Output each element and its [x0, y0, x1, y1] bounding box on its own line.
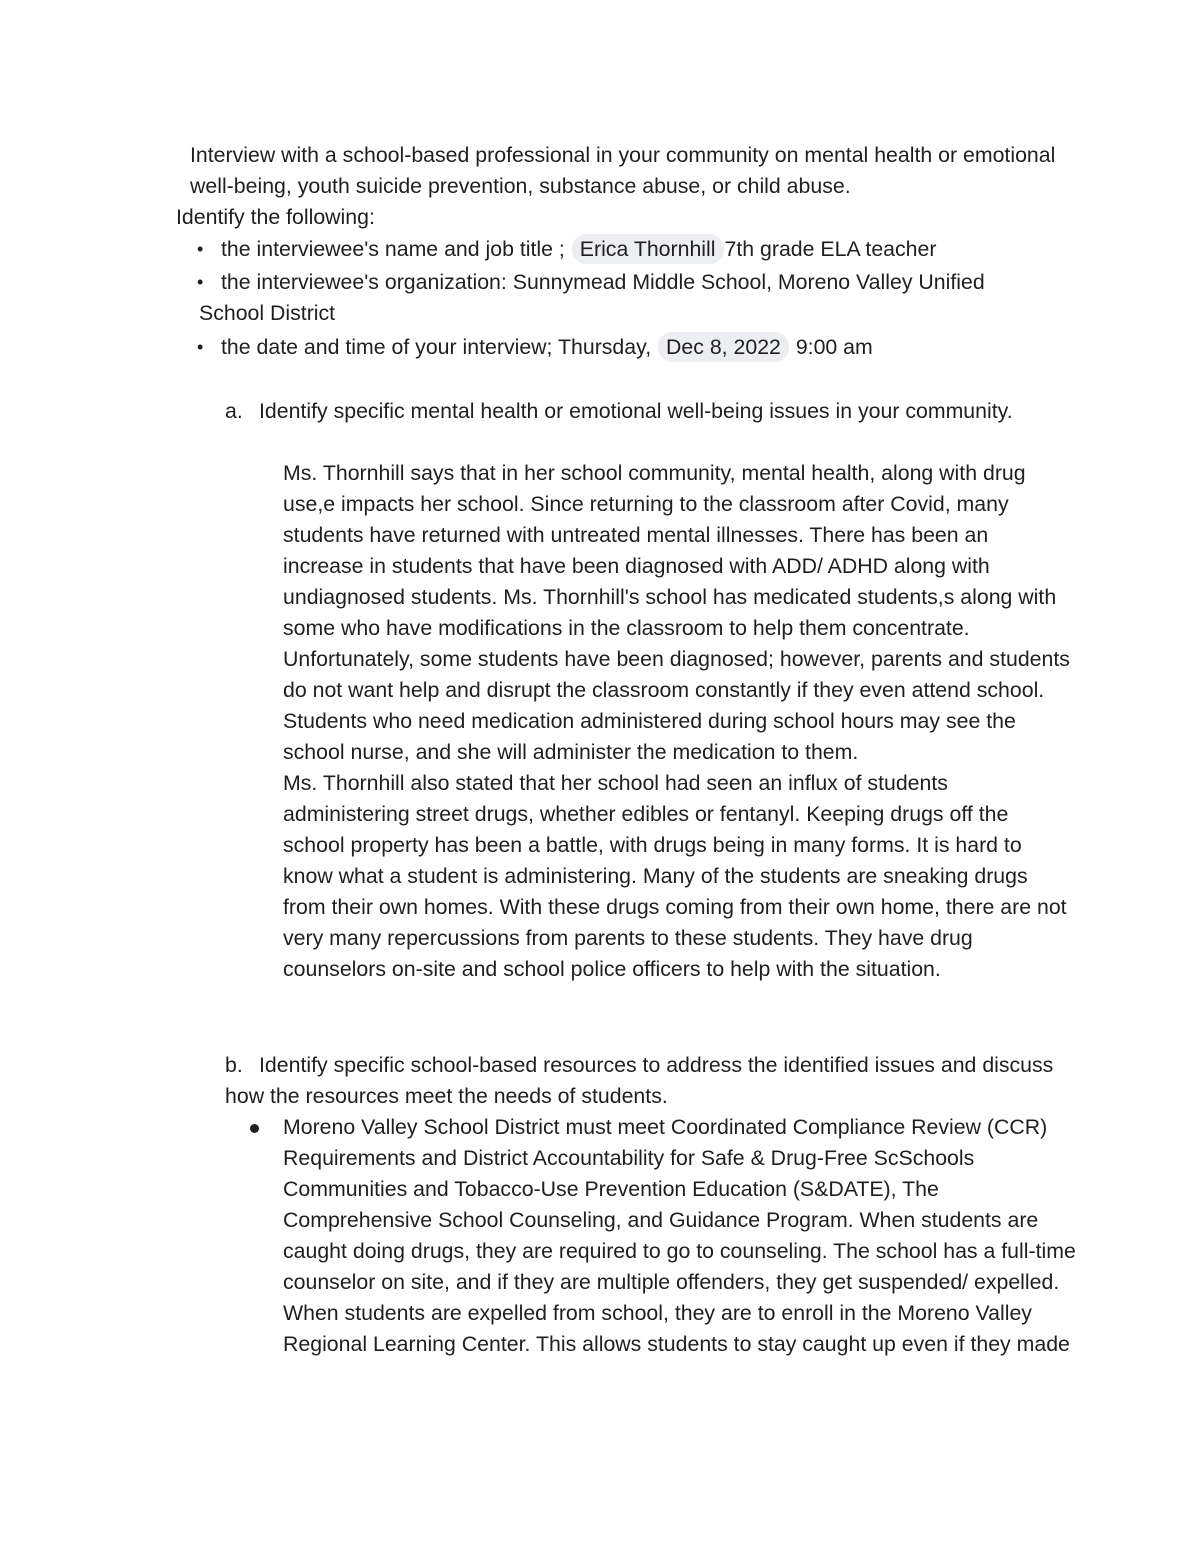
bullet-suffix: 9:00 am — [795, 335, 873, 359]
bullet-organization — [199, 267, 1029, 329]
question-a-marker: a. — [225, 399, 243, 423]
bullet-prefix: the date and time of your interview; Thursday, — [221, 335, 652, 359]
date-chip[interactable]: Dec 8, 2022 — [658, 332, 789, 362]
bullet-icon: • — [197, 272, 204, 292]
bullet-prefix: the interviewee's name and job title ; — [221, 237, 565, 261]
intro-block — [176, 140, 1076, 233]
question-a — [225, 396, 1065, 427]
bullet-text: the interviewee's organization: Sunnymead Middle School, Moreno Valley Unified School District — [199, 270, 985, 325]
resource-item: Moreno Valley School District must meet Coordinated Compliance Review (CCR) Requirements and District Accountability for Safe & Drug-Free ScSchools Communities and Tobacco-Use Prevention Education (S&DATE), The Comprehensive School Counseling, and Guidance Program. When students are caught doing drugs, they are required to go to counseling. The school has a full-time counselor on site, and if they are multiple offenders, they get suspended/ expelled. When students are expelled from school, they are to enroll in the Moreno Valley Regional Learning Center. This allows students to stay caught up even if they made — [283, 1115, 1076, 1356]
resource-list — [250, 1112, 1080, 1360]
bullet-interviewee-name — [199, 234, 1029, 265]
intro-prompt: Interview with a school-based professional in your community on mental health or emotional well-being, youth suicide prevention, substance abuse, or child abuse. — [190, 143, 1056, 198]
question-b-text: Identify specific school-based resources to address the identified issues and discuss how the resources meet the needs of students. — [225, 1053, 1054, 1108]
answer-a-paragraph-2: Ms. Thornhill also stated that her school had seen an influx of students administering street drugs, whether edibles or fentanyl. Keeping drugs off the school property has been a battle, with drugs being in many forms. It is hard to know what a student is administering. Many of the students are sneaking drugs from their own homes. With these drugs coming from their own home, there are not very many repercussions from parents to these students. They have drug counselors on-site and school police officers to help with the situation. — [283, 771, 1067, 981]
bullet-icon: • — [197, 239, 204, 259]
bullet-date-time — [199, 332, 1029, 363]
intro-instruction: Identify the following: — [176, 205, 375, 229]
bullet-icon: • — [197, 337, 204, 357]
question-b — [225, 1050, 1065, 1112]
question-a-text: Identify specific mental health or emotional well-being issues in your community. — [259, 399, 1013, 423]
person-chip[interactable]: Erica Thornhill — [572, 234, 724, 264]
answer-a-paragraph-1: Ms. Thornhill says that in her school community, mental health, along with drug use,e impacts her school. Since returning to the classroom after Covid, many students have returned with untreated mental illnesses. There has been an increase in students that have been diagnosed with ADD/ ADHD along with undiagnosed students. Ms. Thornhill's school has medicated students,s along with some who have modifications in the classroom to help them concentrate. Unfortunately, some students have been diagnosed; however, parents and students do not want help and disrupt the classroom constantly if they even attend school. Students who need medication administered during school hours may see the school nurse, and she will administer the medication to them. — [283, 461, 1070, 764]
question-b-marker: b. — [225, 1053, 243, 1077]
bullet-suffix: 7th grade ELA teacher — [724, 237, 937, 261]
bullet-disc-icon — [250, 1124, 259, 1133]
answer-a — [283, 458, 1073, 985]
